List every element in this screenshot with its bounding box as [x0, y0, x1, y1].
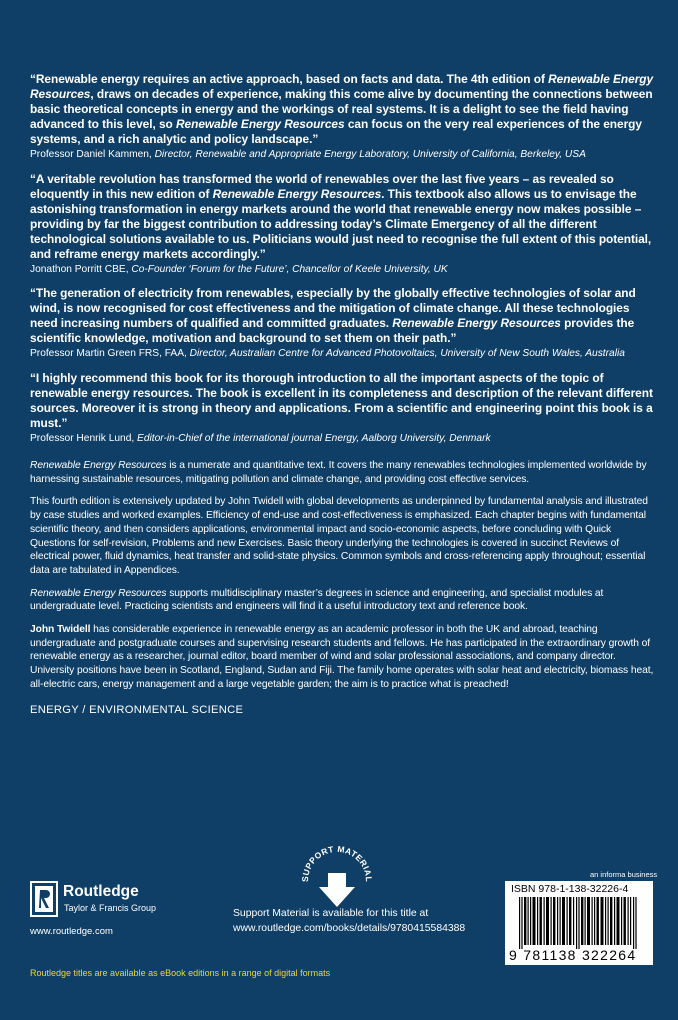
quote-segment: , draws on decades of experience, making this come alive by documenting the connections between basic theoretical concepts in energy and the workings of real systems. It is a delight to see the field having advanced to this level, so	[30, 87, 653, 131]
book-title-italic: Renewable Energy Resources	[392, 316, 561, 330]
quote-author: Professor Martin Green FRS, FAA,	[30, 348, 190, 359]
description-paragraph-1	[30, 459, 654, 486]
quote-attribution	[30, 263, 654, 277]
quote-attribution	[30, 347, 654, 361]
support-url[interactable]: www.routledge.com/books/details/9780415584388	[233, 922, 466, 934]
quote-author-role: Co-Founder ‘Forum for the Future’, Chancellor of Keele University, UK	[131, 263, 448, 275]
publisher-group: Taylor & Francis Group	[64, 903, 157, 913]
quote-segment: “A veritable revolution has transformed the world of renewables over the last five years – as revealed so eloquently in this new edition of	[30, 171, 614, 201]
quote-author-role: Director, Renewable and Appropriate Energy Laboratory, University of California, Berkeley, USA	[154, 149, 586, 160]
quote-text	[30, 172, 654, 262]
book-title-italic: Renewable Energy Resources	[176, 117, 345, 131]
barcode-number: 9 781138 322264	[509, 947, 637, 963]
description-paragraph-2	[30, 495, 654, 577]
subject-category: ENERGY / ENVIRONMENTAL SCIENCE	[30, 703, 244, 716]
support-material-text	[233, 907, 465, 936]
paragraph-text: is a numerate and quantitative text. It covers the many renewables technologies implemented worldwide by harnessing sustainable resources, mitigating pollution and climate change, and providing cost effective services.	[30, 460, 647, 485]
quote-text	[30, 286, 654, 346]
quote-block-3	[30, 286, 654, 361]
quote-author-role: Editor-in-Chief of the international journal Energy, Aalborg University, Denmark	[137, 432, 491, 444]
description-paragraph-3	[30, 587, 654, 614]
quote-segment: provides the scientific knowledge, motivation and background to set them on their path.”	[30, 316, 635, 345]
quote-block-2	[30, 172, 654, 277]
quote-segment: “The generation of electricity from renewables, especially by the globally effective technologies of solar and wind, is now recognised for cost effectiveness and the mitigation of climate change. All these technologies need increasing numbers of qualified and committed graduates.	[30, 286, 636, 330]
quote-segment: “Renewable energy requires an active approach, based on facts and data. The 4th edition of	[30, 72, 549, 86]
quote-text	[30, 72, 654, 147]
quote-author-role: Director, Australian Centre for Advanced Photovoltaics, University of New South Wales, Australia	[189, 348, 625, 359]
paragraph-text: supports multidisciplinary master’s degrees in science and engineering, and specialist modules at undergraduate level. Practicing scientists and engineers will find it a useful introductory text and reference book.	[30, 587, 604, 613]
quote-segment: can focus on the very real experiences of the energy systems, and a rich analytic and policy landscape.”	[30, 117, 642, 146]
ebook-note: Routledge titles are available as eBook editions in a range of digital formats	[30, 968, 331, 978]
isbn-barcode	[505, 881, 653, 965]
quote-text	[30, 371, 654, 431]
publisher-name: Routledge	[63, 883, 139, 900]
book-title-italic: Renewable Energy Resources	[30, 460, 167, 471]
informa-business-label: an informa business	[590, 870, 658, 879]
author-name: John Twidell	[30, 624, 91, 636]
publisher-website[interactable]: www.routledge.com	[30, 926, 113, 937]
badge-label: SUPPORT MATERIAL	[299, 845, 375, 883]
quote-author: Professor Henrik Lund,	[30, 432, 138, 444]
routledge-logo-icon	[30, 881, 58, 917]
paragraph-text: has considerable experience in renewable energy as an academic professor in both the UK and abroad, teaching undergraduate and postgraduate courses and supervising research students and fellows. He has participated in the extraordinary growth of renewable energy as a researcher, journal editor, board member of wind and solar professional associations, and company director. University positions have been in Scotland, England, Sudan and Fiji. The family home operates with solar heat and electricity, biomass heat, all-electric cars, energy management and a large vegetable garden; the aim is to practice what is preached!	[30, 624, 654, 690]
book-title-italic: Renewable Energy Resources	[30, 72, 654, 101]
quote-author: Jonathon Porritt CBE,	[30, 263, 132, 275]
quote-attribution	[30, 148, 654, 162]
quote-block-4	[30, 371, 654, 446]
quote-segment: . This textbook also allows us to envisage the astonishing transformation in energy markets around the world that renewable energy now makes possible – providing by far the biggest contribution to addressing today’s Climate Emergency of all the different technological solutions available to us. Politicians would just need to recognise the full extent of this potential, and reframe energy markets accordingly.”	[30, 186, 652, 261]
barcode-bars-icon	[513, 897, 645, 949]
book-title-italic: Renewable Energy Resources	[30, 587, 167, 599]
text-content	[30, 72, 654, 716]
support-line-1: Support Material is available for this title at	[233, 908, 429, 919]
quote-segment: “I highly recommend this book for its thorough introduction to all the important aspects of the topic of renewable energy resources. The book is excellent in its completeness and description of the relevant different sources. Moreover it is strong in theory and applications. From a scientific and engineering point this book is a must.”	[30, 370, 653, 430]
quote-attribution	[30, 432, 654, 446]
author-bio-paragraph	[30, 623, 654, 692]
isbn-number: ISBN 978-1-138-32226-4	[511, 883, 629, 895]
support-material-badge-icon	[298, 845, 376, 911]
paragraph-text: This fourth edition is extensively updated by John Twidell with global developments as underpinned by fundamental analysis and illustrated by case studies and worked examples. Efficiency of end-use and cost-effectiveness is emphasized. Each chapter begins with fundamental scientific theory, and then considers applications, environmental impact and socio-economic aspects, before concluding with Quick Questions for self-revision, Problems and new Exercises. Basic theory underlying the technologies is covered in succinct Reviews of electrical power, fluid dynamics, heat transfer and solid-state physics. Common symbols and cross-referencing apply throughout; essential data are tabulated in Appendices.	[30, 496, 648, 576]
quote-author: Professor Daniel Kammen,	[30, 149, 155, 160]
quote-block-1	[30, 72, 654, 162]
book-title-italic: Renewable Energy Resources	[212, 186, 382, 201]
